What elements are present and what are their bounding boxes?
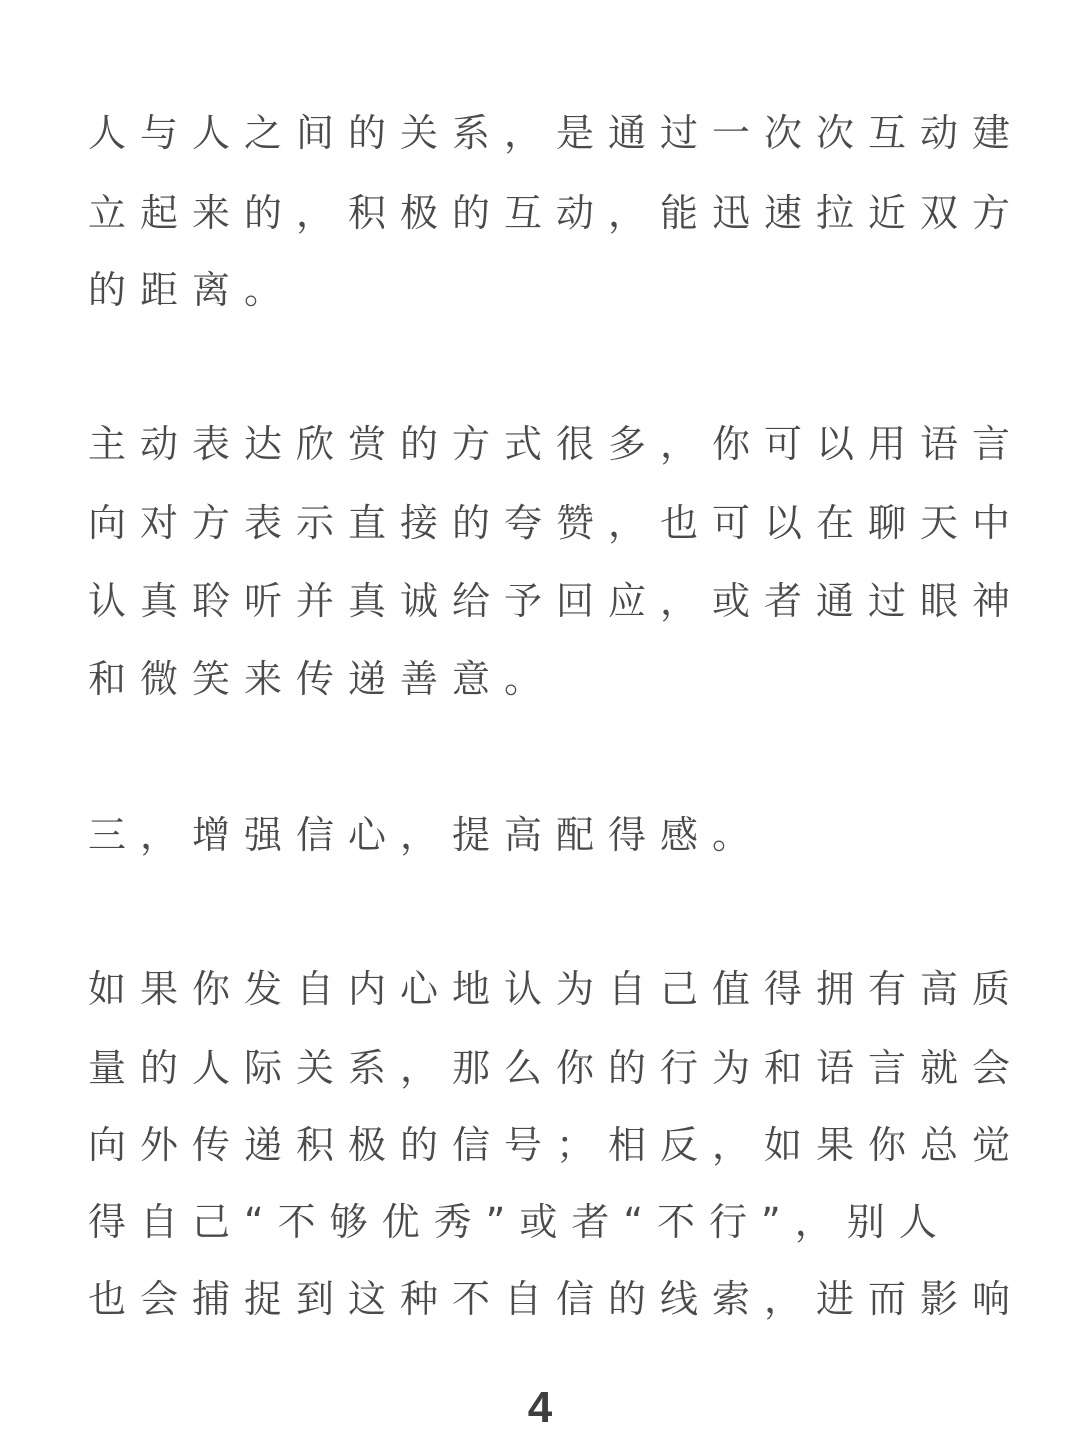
paragraph-2-line-2: 向对方表示直接的夸赞，也可以在聊天中 <box>88 501 1025 545</box>
paragraph-2-line-3: 认真聆听并真诚给予回应，或者通过眼神 <box>88 579 1025 623</box>
paragraph-1-line-3: 的距离。 <box>88 268 297 312</box>
paragraph-3-line-4: 得自己“不够优秀”或者“不行”，别人 <box>88 1200 951 1244</box>
paragraph-3-line-3: 向外传递积极的信号；相反，如果你总觉 <box>88 1123 1025 1167</box>
paragraph-1-line-1: 人与人之间的关系，是通过一次次互动建 <box>88 111 1025 155</box>
paragraph-2-line-4: 和微笑来传递善意。 <box>88 657 557 701</box>
paragraph-1-line-2: 立起来的，积极的互动，能迅速拉近双方 <box>88 191 1025 235</box>
paragraph-3-line-1: 如果你发自内心地认为自己值得拥有高质 <box>88 967 1025 1011</box>
paragraph-2-line-1: 主动表达欣赏的方式很多，你可以用语言 <box>88 422 1025 466</box>
paragraph-3-line-2: 量的人际关系，那么你的行为和语言就会 <box>88 1046 1025 1090</box>
paragraph-3-line-5: 也会捕捉到这种不自信的线索，进而影响 <box>88 1277 1025 1321</box>
page-number: 4 <box>527 1383 553 1432</box>
section-heading: 三，增强信心，提高配得感。 <box>88 813 765 857</box>
